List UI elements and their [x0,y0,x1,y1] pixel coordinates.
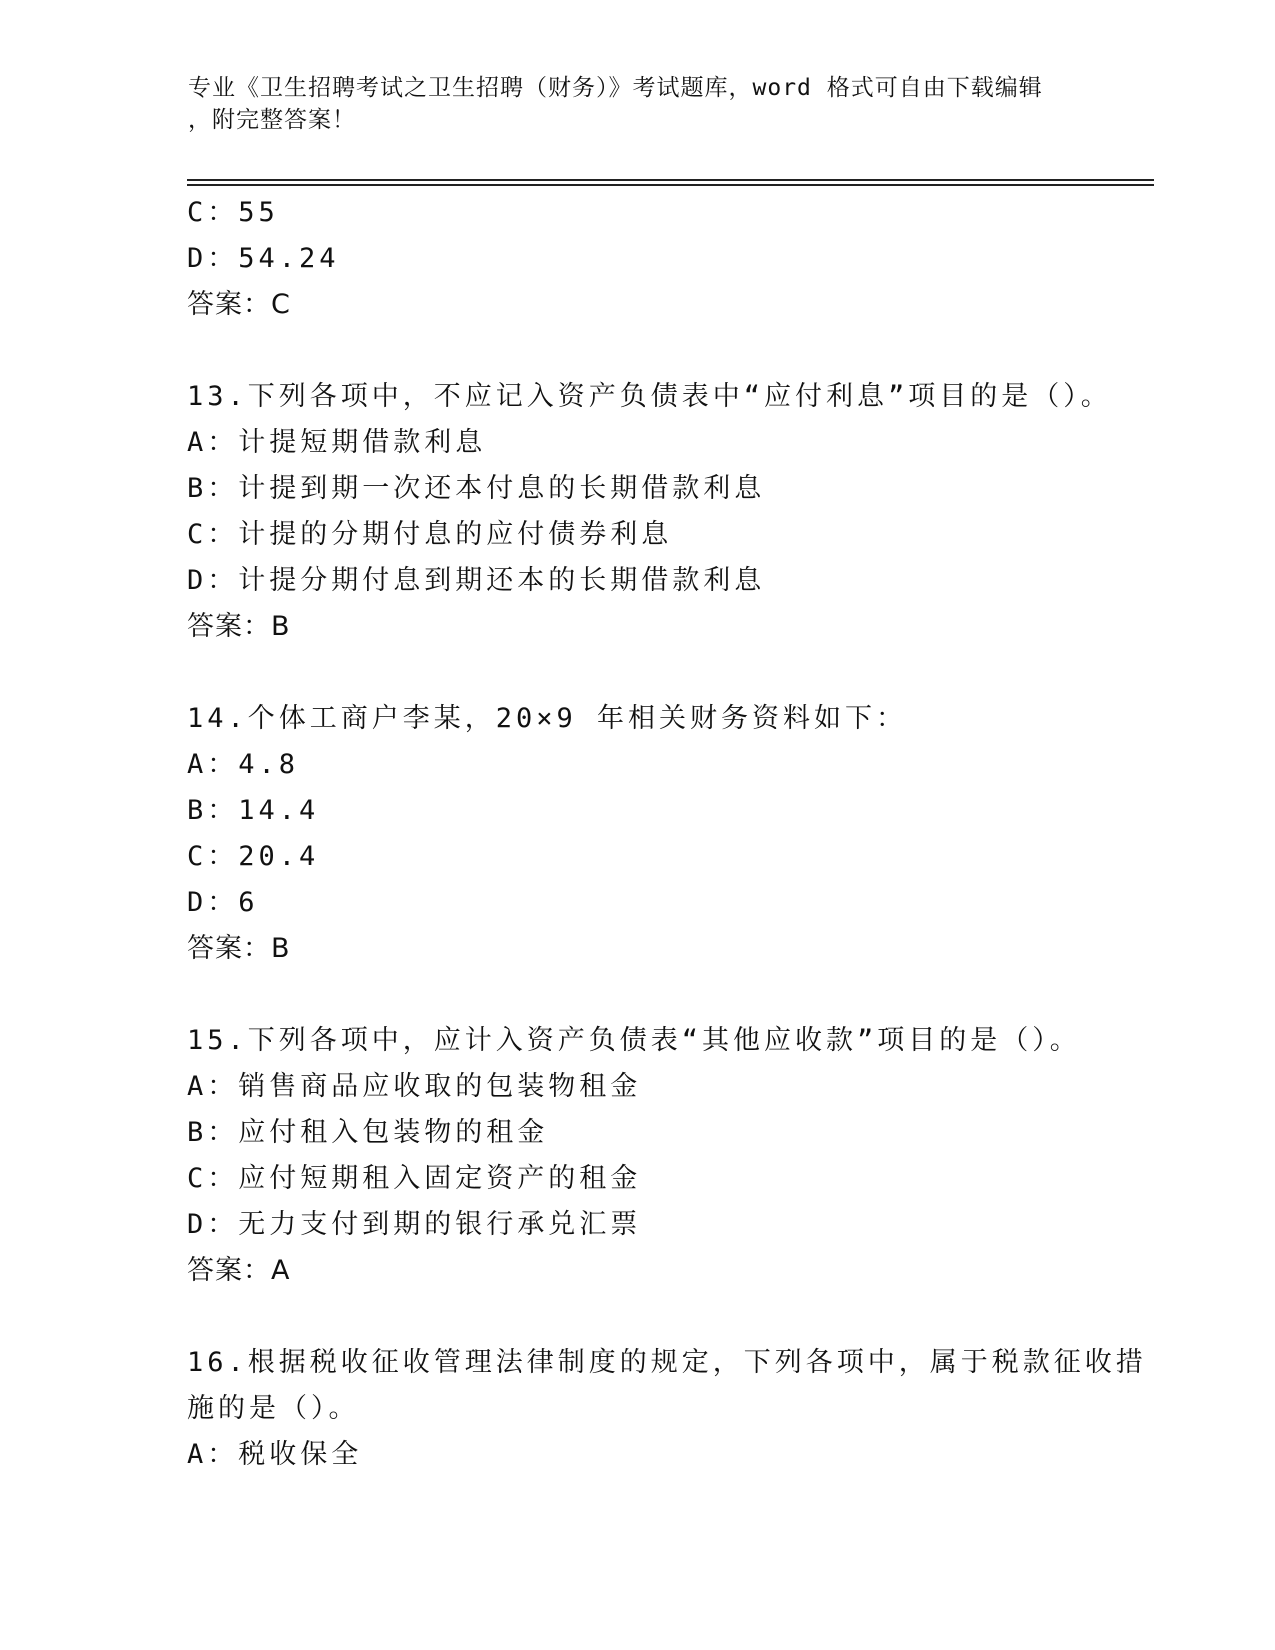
option-a: A：税收保全 [187,1439,363,1470]
option-a: A：计提短期借款利息 [187,427,487,458]
question-12-tail [187,190,1087,328]
question-list [187,190,1147,1478]
question-stem: 15.下列各项中，应计入资产负债表“其他应收款”项目的是（）。 [187,1025,1081,1056]
header-title: 专业《卫生招聘考试之卫生招聘（财务）》考试题库，word 格式可自由下载编辑 [188,75,1043,101]
option-d: D：6 [187,887,259,918]
question-stem: 13.下列各项中，不应记入资产负债表中“应付利息”项目的是（）。 [187,381,1112,412]
option-b: B：计提到期一次还本付息的长期借款利息 [187,473,766,504]
option-c: C：计提的分期付息的应付债券利息 [187,519,673,550]
answer: 答案：B [187,611,291,642]
option-c: C：应付短期租入固定资产的租金 [187,1163,642,1194]
question-stem: 14.个体工商户李某，20×9 年相关财务资料如下： [187,703,908,734]
option-b: B：应付租入包装物的租金 [187,1117,549,1148]
spacer [187,328,1087,374]
document-header [188,72,1068,136]
question-15 [187,1018,1087,1294]
question-stem-line-1: 16.根据税收征收管理法律制度的规定，下列各项中，属于税款征收措 [187,1347,1147,1378]
option-c: C：55 [187,197,279,228]
option-a: A：4.8 [187,749,300,780]
answer: 答案：C [187,289,291,320]
option-d: D：无力支付到期的银行承兑汇票 [187,1209,642,1240]
option-d: D：计提分期付息到期还本的长期借款利息 [187,565,766,596]
header-divider-bottom [187,184,1154,186]
question-13 [187,374,1112,650]
header-subtitle: ，附完整答案！ [188,107,356,133]
option-b: B：14.4 [187,795,320,826]
answer: 答案：B [187,933,291,964]
header-divider-top [187,179,1154,181]
option-d: D：54.24 [187,243,340,274]
spacer [187,650,1087,696]
answer: 答案：A [187,1255,291,1286]
question-16 [187,1340,1147,1478]
question-14 [187,696,1087,972]
spacer [187,972,1087,1018]
option-c: C：20.4 [187,841,320,872]
question-stem-line-2: 施的是（）。 [187,1393,360,1424]
option-a: A：销售商品应收取的包装物租金 [187,1071,642,1102]
spacer [187,1294,1087,1340]
